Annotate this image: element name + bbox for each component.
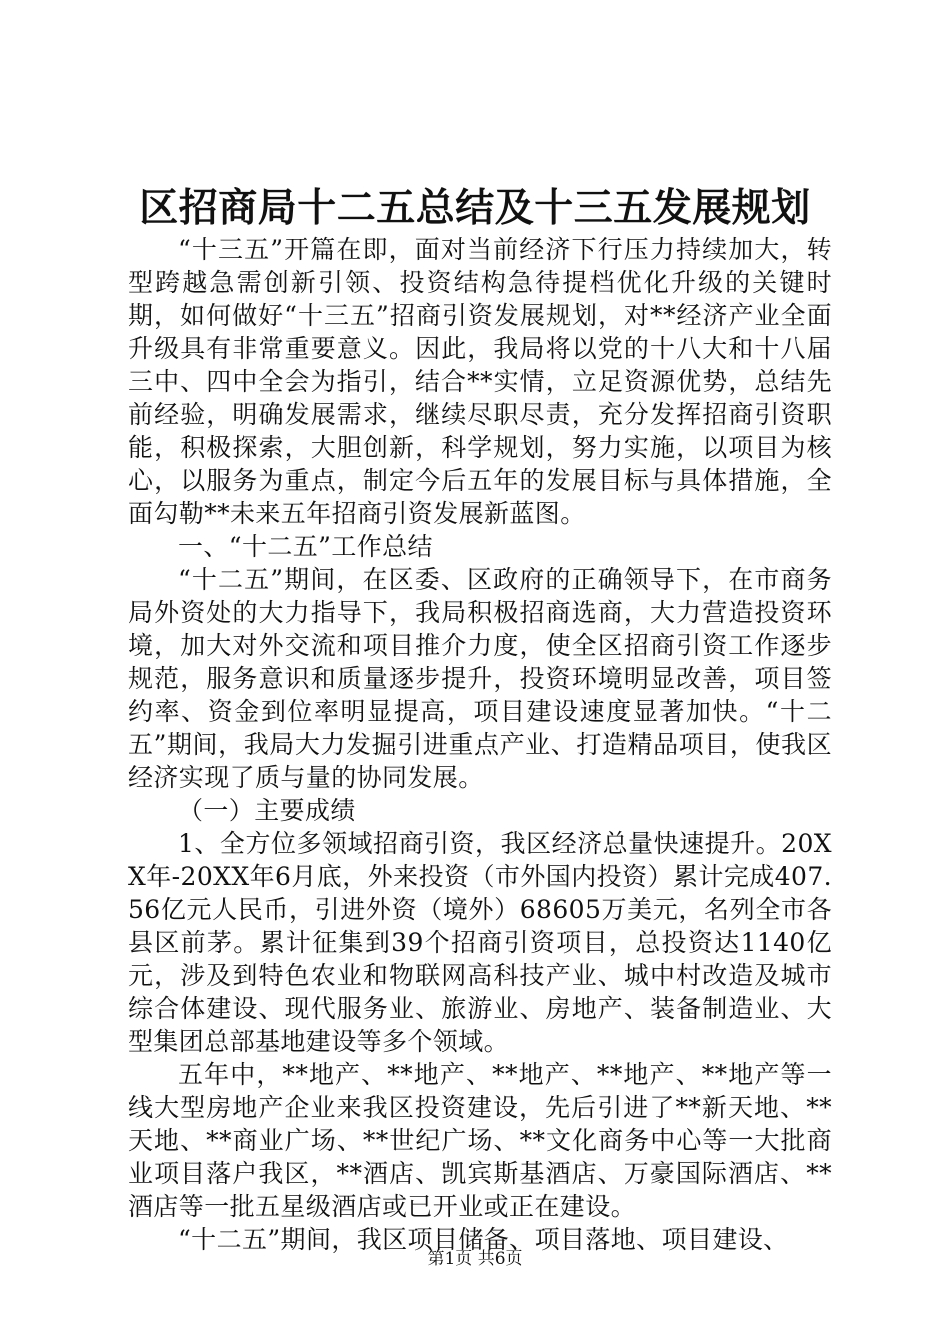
subsection-heading-1: （一）主要成绩 [178, 796, 356, 825]
page-number: 第1页 共6页 [427, 1249, 523, 1269]
document-body [128, 233, 832, 1256]
paragraph-real-estate: 五年中，**地产、**地产、**地产、**地产、**地产等一线大型房地产企业来我区投资建设，先后引进了**新天地、**天地、**商业广场、**世纪广场、**文化商务中心等一大批商业项目落户我区，**酒店、凯宾斯基酒店、万豪国际酒店、**酒店等一批五星级酒店或已开业或正在建设。 [128, 1060, 832, 1221]
document-title: 区招商局十二五总结及十三五发展规划 [139, 185, 811, 231]
paragraph-achievement-1: 1、全方位多领域招商引资，我区经济总量快速提升。20XX年-20XX年6月底，外来投资（市外国内投资）累计完成407.56亿元人民币，引进外资（境外）68605万美元，名列全市各县区前茅。累计征集到39个招商引资项目，总投资达1140亿元，涉及到特色农业和物联网高科技产业、城中村改造及城市综合体建设、现代服务业、旅游业、房地产、装备制造业、大型集团总部基地建设等多个领域。 [128, 829, 832, 1056]
paragraph-intro: “十三五”开篇在即，面对当前经济下行压力持续加大，转型跨越急需创新引领、投资结构急待提档优化升级的关键时期，如何做好“十三五”招商引资发展规划，对**经济产业全面升级具有非常重要意义。因此，我局将以党的十八大和十八届三中、四中全会为指引，结合**实情，立足资源优势，总结先前经验，明确发展需求，继续尽职尽责，充分发挥招商引资职能，积极探索，大胆创新，科学规划，努力实施，以项目为核心，以服务为重点，制定今后五年的发展目标与具体措施，全面勾勒**未来五年招商引资发展新蓝图。 [128, 235, 832, 528]
paragraph-summary: “十二五”期间，在区委、区政府的正确领导下，在市商务局外资处的大力指导下，我局积极招商选商，大力营造投资环境，加大对外交流和项目推介力度，使全区招商引资工作逐步规范，服务意识和质量逐步提升，投资环境明显改善，项目签约率、资金到位率明显提高，项目建设速度显著加快。“十二五”期间，我局大力发掘引进重点产业、打造精品项目，使我区经济实现了质与量的协同发展。 [128, 565, 832, 792]
section-heading-1: 一、“十二五”工作总结 [178, 532, 433, 561]
paragraph-projects: “十二五”期间，我区项目储备、项目落地、项目建设、 [178, 1225, 789, 1254]
